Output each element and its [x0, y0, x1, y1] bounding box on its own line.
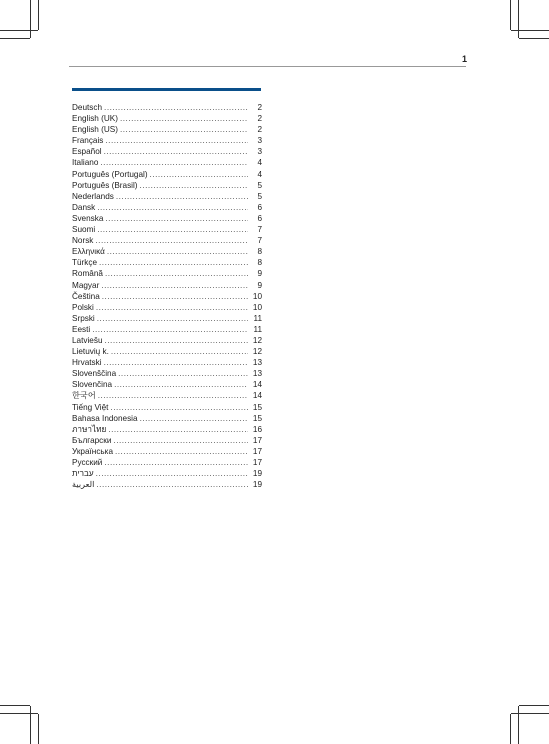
toc-accent-bar — [72, 88, 261, 91]
toc-dot-leader — [96, 302, 248, 313]
toc-entry-page: 17 — [252, 446, 262, 456]
toc-dot-leader — [115, 446, 248, 457]
toc-entry-page: 9 — [257, 269, 262, 279]
toc-dot-leader — [100, 157, 248, 168]
toc-dot-leader — [113, 435, 248, 446]
toc-entry[interactable] — [72, 302, 262, 313]
crop-mark-top-left-h — [0, 30, 38, 31]
toc-dot-leader — [140, 180, 248, 191]
toc-dot-leader — [108, 424, 248, 435]
toc-entry-page: 8 — [257, 247, 262, 257]
toc-entry-page: 16 — [252, 424, 262, 434]
toc-dot-leader — [111, 346, 248, 357]
crop-mark-bottom-right-v — [518, 706, 519, 744]
crop-mark-bottom-left-h2 — [0, 705, 30, 706]
toc-dot-leader — [105, 335, 249, 346]
toc-entry-label: Hrvatski — [72, 358, 102, 368]
toc-entry-page: 4 — [257, 169, 262, 179]
toc-dot-leader — [99, 257, 248, 268]
toc-entry[interactable] — [72, 357, 262, 368]
toc-entry-label: ภาษาไทย — [72, 424, 107, 434]
toc-entry-label: Tiếng Việt — [72, 402, 109, 412]
toc-entry-page: 8 — [257, 258, 262, 268]
toc-entry[interactable] — [72, 102, 262, 113]
toc-dot-leader — [104, 457, 248, 468]
crop-mark-bottom-left-h — [0, 713, 38, 714]
crop-mark-top-right-h — [511, 30, 549, 31]
crop-mark-top-left-h2 — [0, 38, 30, 39]
toc-entry[interactable] — [72, 324, 262, 335]
toc-entry-label: Slovenčina — [72, 380, 113, 390]
toc-entry-label: Srpski — [72, 313, 95, 323]
toc-dot-leader — [98, 390, 248, 401]
toc-entry-page: 19 — [252, 469, 262, 479]
toc-entry-page: 11 — [253, 313, 262, 323]
table-of-contents — [72, 102, 262, 490]
toc-entry-label: Bahasa Indonesia — [72, 413, 138, 423]
toc-entry-label: Nederlands — [72, 191, 114, 201]
toc-entry-label: Български — [72, 435, 112, 445]
toc-entry-label: Español — [72, 147, 102, 157]
toc-entry-page: 10 — [252, 302, 262, 312]
toc-entry-label: Português (Brasil) — [72, 180, 138, 190]
toc-dot-leader — [105, 135, 248, 146]
toc-entry[interactable] — [72, 424, 262, 435]
toc-entry[interactable] — [72, 313, 262, 324]
toc-entry-page: 9 — [257, 280, 262, 290]
toc-entry-label: Lietuvių k. — [72, 347, 109, 357]
toc-dot-leader — [110, 402, 248, 413]
toc-entry-page: 6 — [257, 202, 262, 212]
toc-entry-page: 3 — [257, 136, 262, 146]
toc-dot-leader — [104, 357, 248, 368]
toc-entry[interactable] — [72, 135, 262, 146]
toc-entry[interactable] — [72, 113, 262, 124]
toc-dot-leader — [120, 124, 248, 135]
toc-entry[interactable] — [72, 379, 262, 390]
toc-entry[interactable] — [72, 479, 262, 490]
toc-entry[interactable] — [72, 235, 262, 246]
toc-entry-page: 5 — [257, 191, 262, 201]
toc-dot-leader — [104, 102, 248, 113]
toc-entry[interactable] — [72, 280, 262, 291]
toc-entry-page: 19 — [252, 480, 262, 490]
toc-entry-page: 11 — [253, 324, 262, 334]
crop-mark-top-right-v — [518, 0, 519, 38]
crop-mark-top-right-v2 — [510, 0, 511, 30]
toc-dot-leader — [140, 413, 248, 424]
toc-entry-label: Eesti — [72, 324, 91, 334]
toc-entry-page: 5 — [257, 180, 262, 190]
crop-mark-bottom-right-h — [511, 713, 549, 714]
toc-dot-leader — [107, 246, 248, 257]
toc-entry-page: 12 — [252, 335, 262, 345]
crop-mark-bottom-left-v — [30, 706, 31, 744]
toc-entry[interactable] — [72, 413, 262, 424]
toc-entry-label: Slovenščina — [72, 369, 117, 379]
toc-entry[interactable] — [72, 390, 262, 401]
crop-mark-top-left-v2 — [38, 0, 39, 30]
toc-entry-label: English (US) — [72, 125, 118, 135]
toc-dot-leader — [92, 324, 248, 335]
toc-entry-page: 13 — [252, 369, 262, 379]
crop-mark-bottom-left-v2 — [38, 714, 39, 744]
toc-entry[interactable] — [72, 202, 262, 213]
toc-entry[interactable] — [72, 457, 262, 468]
toc-dot-leader — [96, 479, 248, 490]
toc-entry[interactable] — [72, 346, 262, 357]
toc-entry-label: Русский — [72, 458, 103, 467]
toc-entry-page: 2 — [257, 114, 262, 124]
toc-entry-label: Magyar — [72, 280, 100, 290]
toc-entry-label: Polski — [72, 302, 94, 312]
toc-entry[interactable] — [72, 191, 262, 202]
toc-entry-page: 17 — [252, 458, 262, 467]
toc-entry-page: 10 — [252, 291, 262, 301]
toc-entry-page: 4 — [257, 158, 262, 168]
toc-entry-label: العربية — [72, 480, 95, 490]
toc-dot-leader — [120, 113, 248, 124]
toc-entry-label: 한국어 — [72, 391, 96, 401]
toc-entry[interactable] — [72, 468, 262, 479]
toc-entry-page: 17 — [252, 435, 262, 445]
header-rule — [69, 66, 466, 67]
toc-entry-label: Latviešu — [72, 335, 103, 345]
toc-entry[interactable] — [72, 146, 262, 157]
toc-entry-label: Українська — [72, 446, 113, 456]
toc-entry[interactable] — [72, 435, 262, 446]
toc-entry-page: 14 — [252, 380, 262, 390]
toc-entry-label: Ελληνικά — [72, 247, 105, 257]
toc-entry-label: Português (Portugal) — [72, 169, 148, 179]
toc-entry-page: 7 — [257, 225, 262, 235]
toc-entry[interactable] — [72, 402, 262, 413]
toc-entry-page: 6 — [257, 213, 262, 223]
toc-dot-leader — [102, 291, 248, 302]
toc-entry[interactable] — [72, 335, 262, 346]
toc-dot-leader — [95, 235, 248, 246]
toc-dot-leader — [105, 213, 248, 224]
toc-entry[interactable] — [72, 157, 262, 168]
toc-entry-page: 15 — [252, 402, 262, 412]
toc-entry-label: Dansk — [72, 202, 96, 212]
toc-entry[interactable] — [72, 446, 262, 457]
toc-entry-label: Türkçe — [72, 258, 98, 268]
toc-entry-label: Deutsch — [72, 103, 103, 112]
toc-entry[interactable] — [72, 124, 262, 135]
toc-entry-page: 3 — [257, 147, 262, 157]
crop-mark-bottom-right-v2 — [510, 714, 511, 744]
toc-entry[interactable] — [72, 268, 262, 279]
toc-entry-label: Italiano — [72, 158, 99, 168]
toc-entry[interactable] — [72, 224, 262, 235]
toc-dot-leader — [97, 224, 248, 235]
toc-entry-label: Suomi — [72, 225, 96, 235]
crop-mark-bottom-right-h2 — [519, 705, 549, 706]
toc-entry[interactable] — [72, 257, 262, 268]
toc-entry-page: 2 — [257, 103, 262, 112]
toc-entry[interactable] — [72, 291, 262, 302]
toc-dot-leader — [101, 280, 248, 291]
toc-entry-label: Français — [72, 136, 104, 146]
toc-dot-leader — [104, 146, 248, 157]
toc-entry-label: English (UK) — [72, 114, 118, 124]
crop-mark-top-right-h2 — [519, 38, 549, 39]
toc-entry[interactable] — [72, 213, 262, 224]
crop-mark-top-left-v — [30, 0, 31, 38]
page-number: 1 — [461, 54, 467, 64]
toc-entry-page: 14 — [252, 391, 262, 401]
toc-entry-label: עברית — [72, 469, 94, 479]
toc-dot-leader — [150, 169, 248, 180]
toc-entry-page: 12 — [252, 347, 262, 357]
toc-entry[interactable] — [72, 180, 262, 191]
toc-dot-leader — [96, 468, 248, 479]
toc-entry[interactable] — [72, 169, 262, 180]
toc-entry-label: Norsk — [72, 236, 94, 246]
toc-entry-label: Română — [72, 269, 103, 279]
toc-entry-label: Svenska — [72, 213, 104, 223]
toc-entry-page: 13 — [252, 358, 262, 368]
toc-dot-leader — [97, 202, 248, 213]
toc-dot-leader — [105, 268, 248, 279]
toc-entry-page: 15 — [252, 413, 262, 423]
toc-dot-leader — [114, 379, 248, 390]
toc-dot-leader — [116, 191, 248, 202]
toc-entry[interactable] — [72, 246, 262, 257]
toc-entry-page: 7 — [257, 236, 262, 246]
toc-entry-label: Čeština — [72, 291, 100, 301]
toc-dot-leader — [97, 313, 248, 324]
toc-entry[interactable] — [72, 368, 262, 379]
toc-entry-page: 2 — [257, 125, 262, 135]
toc-dot-leader — [118, 368, 248, 379]
